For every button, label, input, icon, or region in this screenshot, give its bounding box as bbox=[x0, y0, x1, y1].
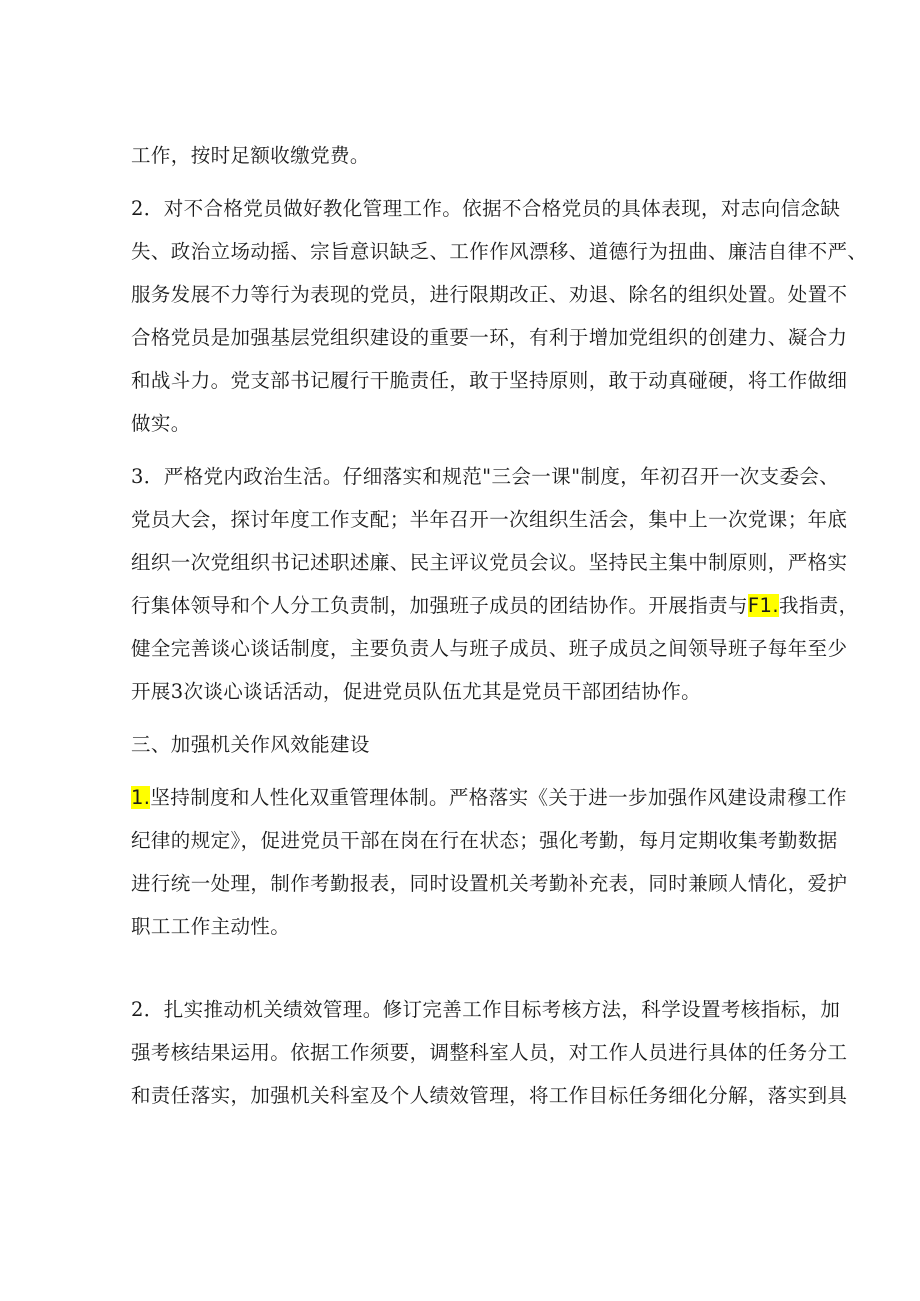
text-line: 工作，按时足额收缴党费。 bbox=[131, 144, 370, 167]
text-line: 服务发展不力等行为表现的党员，进行限期改正、劝退、除名的组织处置。处置不 bbox=[131, 283, 848, 306]
text-line: 开展3次谈心谈话活动，促进党员队伍尤其是党员干部团结协作。 bbox=[131, 680, 702, 703]
text-span: 行集体领导和个人分工负责制，加强班子成员的团结协作。开展指责与 bbox=[131, 594, 748, 617]
text-line: 合格党员是加强基层党组织建设的重要一环，有利于增加党组织的创建力、凝合力 bbox=[131, 326, 848, 349]
text-line: 3．严格党内政治生活。仔细落实和规范"三会一课"制度，年初召开一次支委会、 bbox=[131, 465, 840, 488]
text-line: 和战斗力。党支部书记履行干脆责任，敢于坚持原则，敢于动真碰硬，将工作做细 bbox=[131, 369, 848, 392]
document-body bbox=[131, 134, 868, 1117]
paragraph-section3-1 bbox=[131, 776, 848, 948]
paragraph-2 bbox=[131, 187, 868, 445]
text-line: 2．对不合格党员做好教化管理工作。依据不合格党员的具体表现，对志向信念缺 bbox=[131, 197, 841, 220]
text-line: 失、政治立场动摇、宗旨意识缺乏、工作作风漂移、道德行为扭曲、廉洁自律不严、 bbox=[131, 240, 868, 263]
paragraph-section3-2 bbox=[131, 988, 848, 1117]
text-line: 强考核结果运用。依据工作须要，调整科室人员，对工作人员进行具体的任务分工 bbox=[131, 1041, 848, 1064]
text-line: 党员大会，探讨年度工作支配；半年召开一次组织生活会，集中上一次党课；年底 bbox=[131, 508, 848, 531]
paragraph-3 bbox=[131, 455, 859, 713]
text-line: 和责任落实，加强机关科室及个人绩效管理，将工作目标任务细化分解，落实到具 bbox=[131, 1084, 848, 1107]
text-line: 组织一次党组织书记述职述廉、民主评议党员会议。坚持民主集中制原则，严格实 bbox=[131, 551, 848, 574]
text-line: 进行统一处理，制作考勤报表，同时设置机关考勤补充表，同时兼顾人情化，爱护 bbox=[131, 872, 848, 895]
text-line: 职工工作主动性。 bbox=[131, 915, 291, 938]
text-line: 纪律的规定》，促进党员干部在岗在行在状态；强化考勤，每月定期收集考勤数据 bbox=[131, 829, 838, 852]
text-line: 做实。 bbox=[131, 412, 191, 435]
text-span: 我指责， bbox=[778, 594, 859, 617]
highlighted-marker: F1. bbox=[747, 594, 779, 617]
text-line: 2．扎实推动机关绩效管理。修订完善工作目标考核方法，科学设置考核指标，加 bbox=[131, 998, 841, 1021]
highlighted-marker: 1. bbox=[131, 786, 151, 809]
text-span: 坚持制度和人性化双重管理体制。严格落实《关于进一步加强作风建设肃穆工作 bbox=[150, 786, 847, 809]
text-line: 健全完善谈心谈话制度，主要负责人与班子成员、班子成员之间领导班子每年至少 bbox=[131, 637, 848, 660]
text-line-with-highlight bbox=[131, 584, 859, 627]
text-line-with-highlight bbox=[131, 776, 847, 819]
section-heading: 三、加强机关作风效能建设 bbox=[131, 733, 370, 756]
